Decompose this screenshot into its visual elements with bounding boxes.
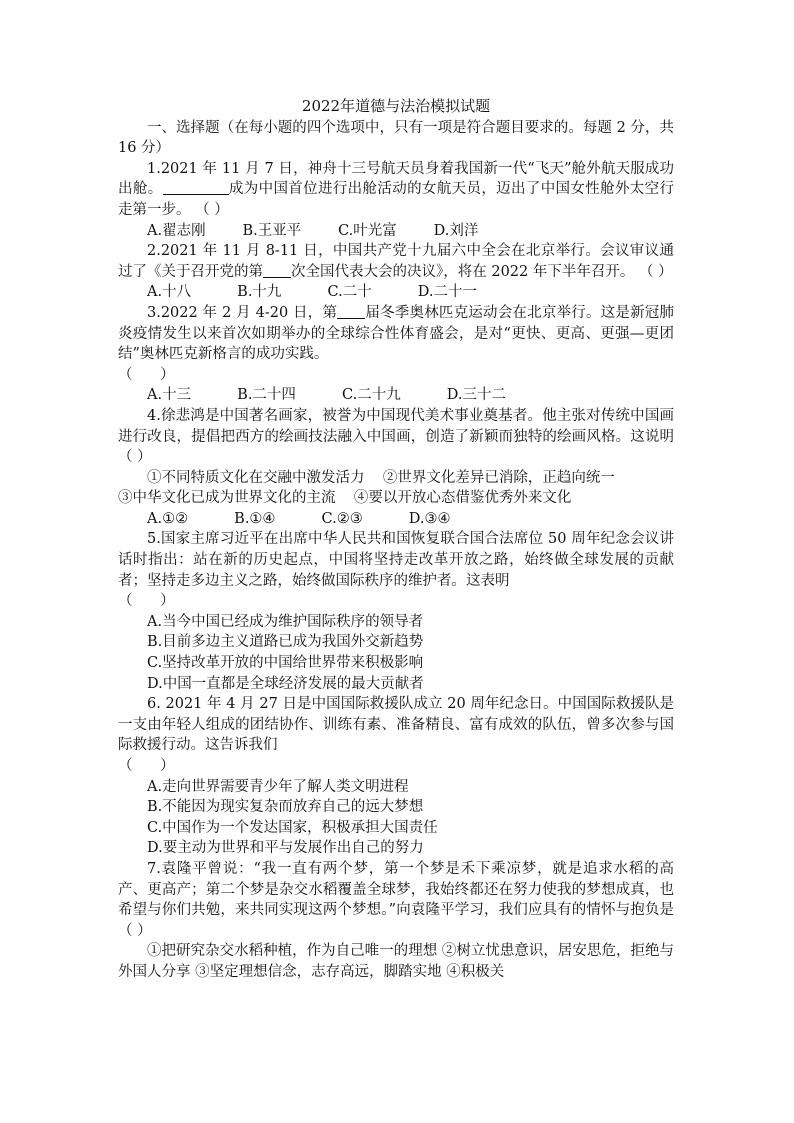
question-5-option-c: C.坚持改革开放的中国给世界带来积极影响 <box>147 655 424 672</box>
question-7-stem: 7.袁隆平曾说：“我一直有两个梦，第一个梦是禾下乘凉梦，就是追求水稻的高产、更高产；第二个梦是杂交水稻覆盖全球梦，我始终都还在努力使我的梦想成真，也希望与你们共勉，来共同实现这两个梦想。”向袁隆平学习，我们应具有的情怀与抱负是 （ ） <box>118 860 674 939</box>
question-5 <box>118 529 674 694</box>
question-2-stem <box>118 241 674 282</box>
answer-parentheses: （ ） <box>118 366 175 383</box>
question-7 <box>118 859 674 983</box>
question-1 <box>118 159 674 241</box>
question-3-options: A.十三 B.二十四 C.二十九 D.三十二 <box>147 387 507 404</box>
question-4 <box>118 406 674 530</box>
question-4-statements-line2: ③中华文化已成为世界文化的主流 ④要以开放心态借鉴优秀外来文化 <box>118 490 572 507</box>
section-heading: 一、选择题（在每小题的四个选项中，只有一项是符合题目要求的。每题 2 分，共 16 分） <box>118 119 674 157</box>
question-2 <box>118 241 674 303</box>
question-2-stem-part2: 次全国代表大会的决议》，将在 2022 年下半年召开。 （ ） <box>291 263 673 280</box>
question-6 <box>118 694 674 859</box>
exam-page <box>118 96 674 983</box>
question-6-option-a: A.走向世界需要青少年了解人类文明进程 <box>147 778 409 795</box>
question-5-stem: 5.国家主席习近平在出席中华人民共和国恢复联合国合法席位 50 周年纪念会议讲话时指出：站在新的历史起点，中国将坚持走改革开放之路，始终做全球发展的贡献者；坚持走多边主义之路，始终做国际秩序的维护者。这表明 <box>118 531 674 589</box>
question-1-stem-part1: 1.2021 年 11 月 7 日，神舟十三号航天员身着我国新一代“飞天”舱外航天服成功出舱。 <box>118 160 674 198</box>
question-6-stem: 6. 2021 年 4 月 27 日是中国国际救援队成立 20 周年纪念日。中国国际救援队是一支由年轻人组成的团结协作、训练有素、准备精良、富有成效的队伍，曾多次参与国际救援行动。这告诉我们 <box>118 696 674 754</box>
question-5-option-b: B.目前多边主义道路已成为我国外交新趋势 <box>147 634 424 651</box>
question-6-option-b: B.不能因为现实复杂而放弃自己的远大梦想 <box>147 799 424 816</box>
question-6-option-c: C.中国作为一个发达国家，积极承担大国责任 <box>147 819 438 836</box>
question-6-option-d: D.要主动为世界和平与发展作出自己的努力 <box>147 840 424 857</box>
answer-blank <box>337 303 365 319</box>
question-3 <box>118 303 674 406</box>
answer-parentheses: （ ） <box>118 593 175 610</box>
question-3-stem <box>118 303 674 365</box>
question-5-option-a: A.当今中国已经成为维护国际秩序的领导者 <box>147 613 424 630</box>
question-5-option-d: D.中国一直都是全球经济发展的最大贡献者 <box>147 675 424 692</box>
question-3-stem-part1: 3.2022 年 2 月 4-20 日，第 <box>147 304 338 321</box>
page-title: 2022年道德与法治模拟试题 <box>301 97 491 115</box>
question-4-statements-line1: ①不同特质文化在交融中激发活力 ②世界文化差异已消除，正趋向统一 <box>147 469 615 486</box>
question-1-options: A.翟志刚 B.王亚平 C.叶光富 D.刘洋 <box>147 222 479 239</box>
question-2-stem-part1: 2.2021 年 11 月 8-11 日，中国共产党十九届六中全会在北京举行。会议审议通过了《关于召开党的第 <box>118 243 674 280</box>
question-2-options: A.十八 B.十九 C.二十 D.二十一 <box>147 284 478 301</box>
question-1-stem <box>118 159 674 221</box>
question-3-stem-part2: 届冬季奥林匹克运动会在北京举行。这是新冠肺炎疫情发生以来首次如期举办的全球综合性体育盛会，是对“更快、更高、更强—更团结”奥林匹克新格言的成功实践。 <box>118 304 674 363</box>
question-4-stem: 4.徐悲鸿是中国著名画家，被誉为中国现代美术事业奠基者。他主张对传统中国画进行改良，提倡把西方的绘画技法融入中国画，创造了新颖而独特的绘画风格。这说明（ ） <box>118 407 674 466</box>
question-4-options: A.①② B.①④ C.②③ D.③④ <box>147 510 451 527</box>
answer-blank <box>263 262 291 278</box>
answer-parentheses: （ ） <box>118 758 175 774</box>
question-1-stem-part2: 成为中国首位进行出舱活动的女航天员，迈出了中国女性舱外太空行走第一步。 （ ） <box>118 181 674 218</box>
answer-blank <box>163 179 229 195</box>
question-7-statements: ①把研究杂交水稻种植，作为自己唯一的理想 ②树立忧患意识，居安思危，拒绝与外国人分享 ③坚定理想信念，志存高远，脚踏实地 ④积极关 <box>118 943 674 980</box>
